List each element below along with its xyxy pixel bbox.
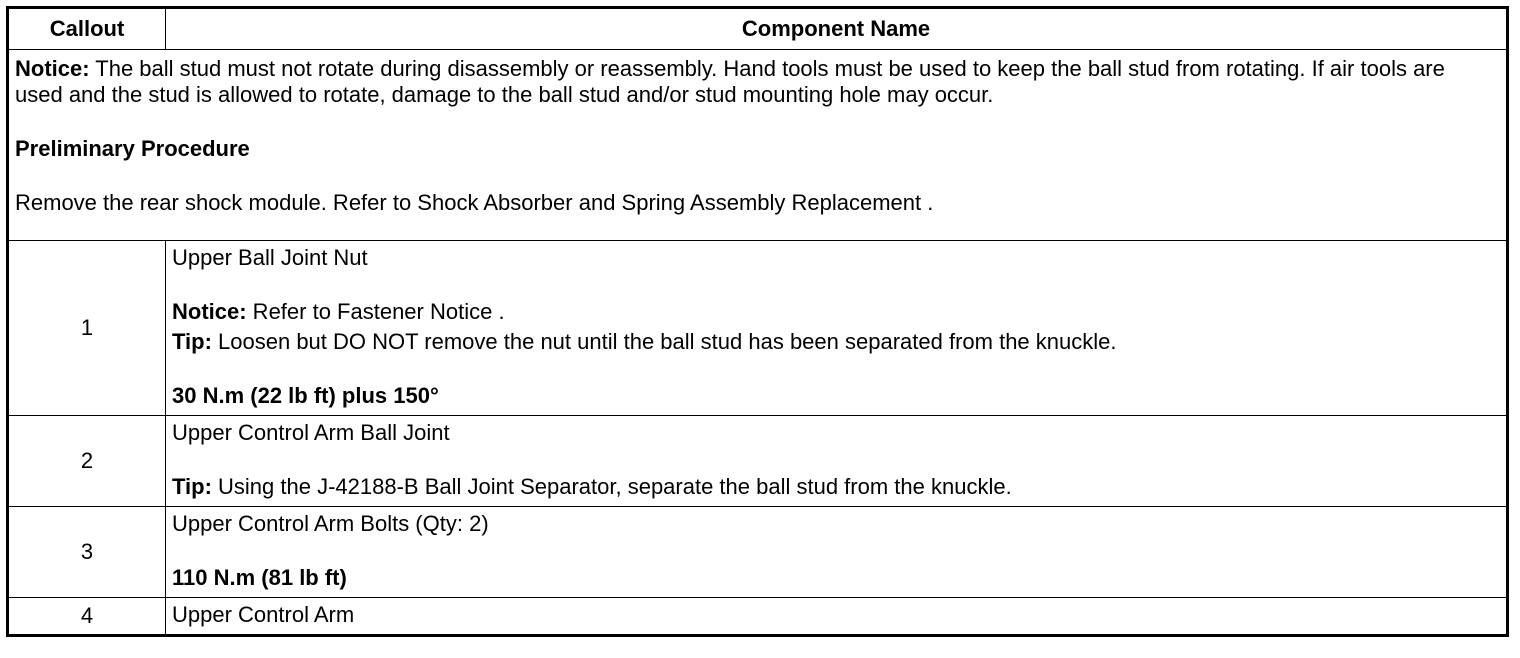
preliminary-heading — [15, 136, 1498, 162]
component-tip — [172, 329, 1500, 355]
callout-cell: 3 — [8, 507, 166, 598]
intro-notice-label: Notice: — [15, 56, 90, 81]
component-tip-text: Using the J-42188-B Ball Joint Separator, separate the ball stud from the knuckle. — [211, 474, 1012, 499]
intro-row — [8, 50, 1508, 241]
table-row — [8, 598, 1508, 636]
header-component-name: Component Name — [166, 8, 1508, 50]
component-notice-label: Notice: — [172, 299, 247, 324]
table-row — [8, 507, 1508, 598]
component-torque — [172, 565, 1500, 591]
procedure-document — [6, 6, 1506, 637]
component-name: Upper Control Arm Ball Joint — [172, 420, 450, 445]
component-name: Upper Ball Joint Nut — [172, 245, 368, 270]
header-callout: Callout — [8, 8, 166, 50]
preliminary-heading-text: Preliminary Procedure — [15, 136, 250, 161]
intro-cell — [8, 50, 1508, 241]
component-tip-label: Tip: — [172, 329, 212, 354]
table-row — [8, 416, 1508, 507]
preliminary-text: Remove the rear shock module. Refer to Shock Absorber and Spring Assembly Replacement . — [15, 190, 934, 215]
procedure-table — [6, 6, 1509, 637]
component-tip-text: Loosen but DO NOT remove the nut until the ball stud has been separated from the knuckle. — [211, 329, 1117, 354]
callout-cell: 4 — [8, 598, 166, 636]
table-row — [8, 241, 1508, 416]
intro-notice — [15, 56, 1498, 108]
component-name: Upper Control Arm Bolts (Qty: 2) — [172, 511, 489, 536]
component-cell — [166, 598, 1508, 636]
component-torque-text: 30 N.m (22 lb ft) plus 150° — [172, 383, 439, 408]
component-cell — [166, 241, 1508, 416]
component-tip — [172, 474, 1500, 500]
component-notice-text: Refer to Fastener Notice . — [246, 299, 505, 324]
component-cell — [166, 507, 1508, 598]
component-tip-label: Tip: — [172, 474, 212, 499]
component-notice — [172, 299, 1500, 325]
callout-cell: 2 — [8, 416, 166, 507]
callout-cell: 1 — [8, 241, 166, 416]
component-torque-text: 110 N.m (81 lb ft) — [172, 565, 347, 590]
table-header-row — [8, 8, 1508, 50]
component-cell — [166, 416, 1508, 507]
intro-notice-text: The ball stud must not rotate during disassembly or reassembly. Hand tools must be used to keep the ball stud from rotating. If air tools are used and the stud is allowed to rotate, damage to the ball stud and/or stud mounting hole may occur. — [15, 56, 1445, 107]
component-name: Upper Control Arm — [172, 602, 355, 627]
component-torque — [172, 383, 1500, 409]
